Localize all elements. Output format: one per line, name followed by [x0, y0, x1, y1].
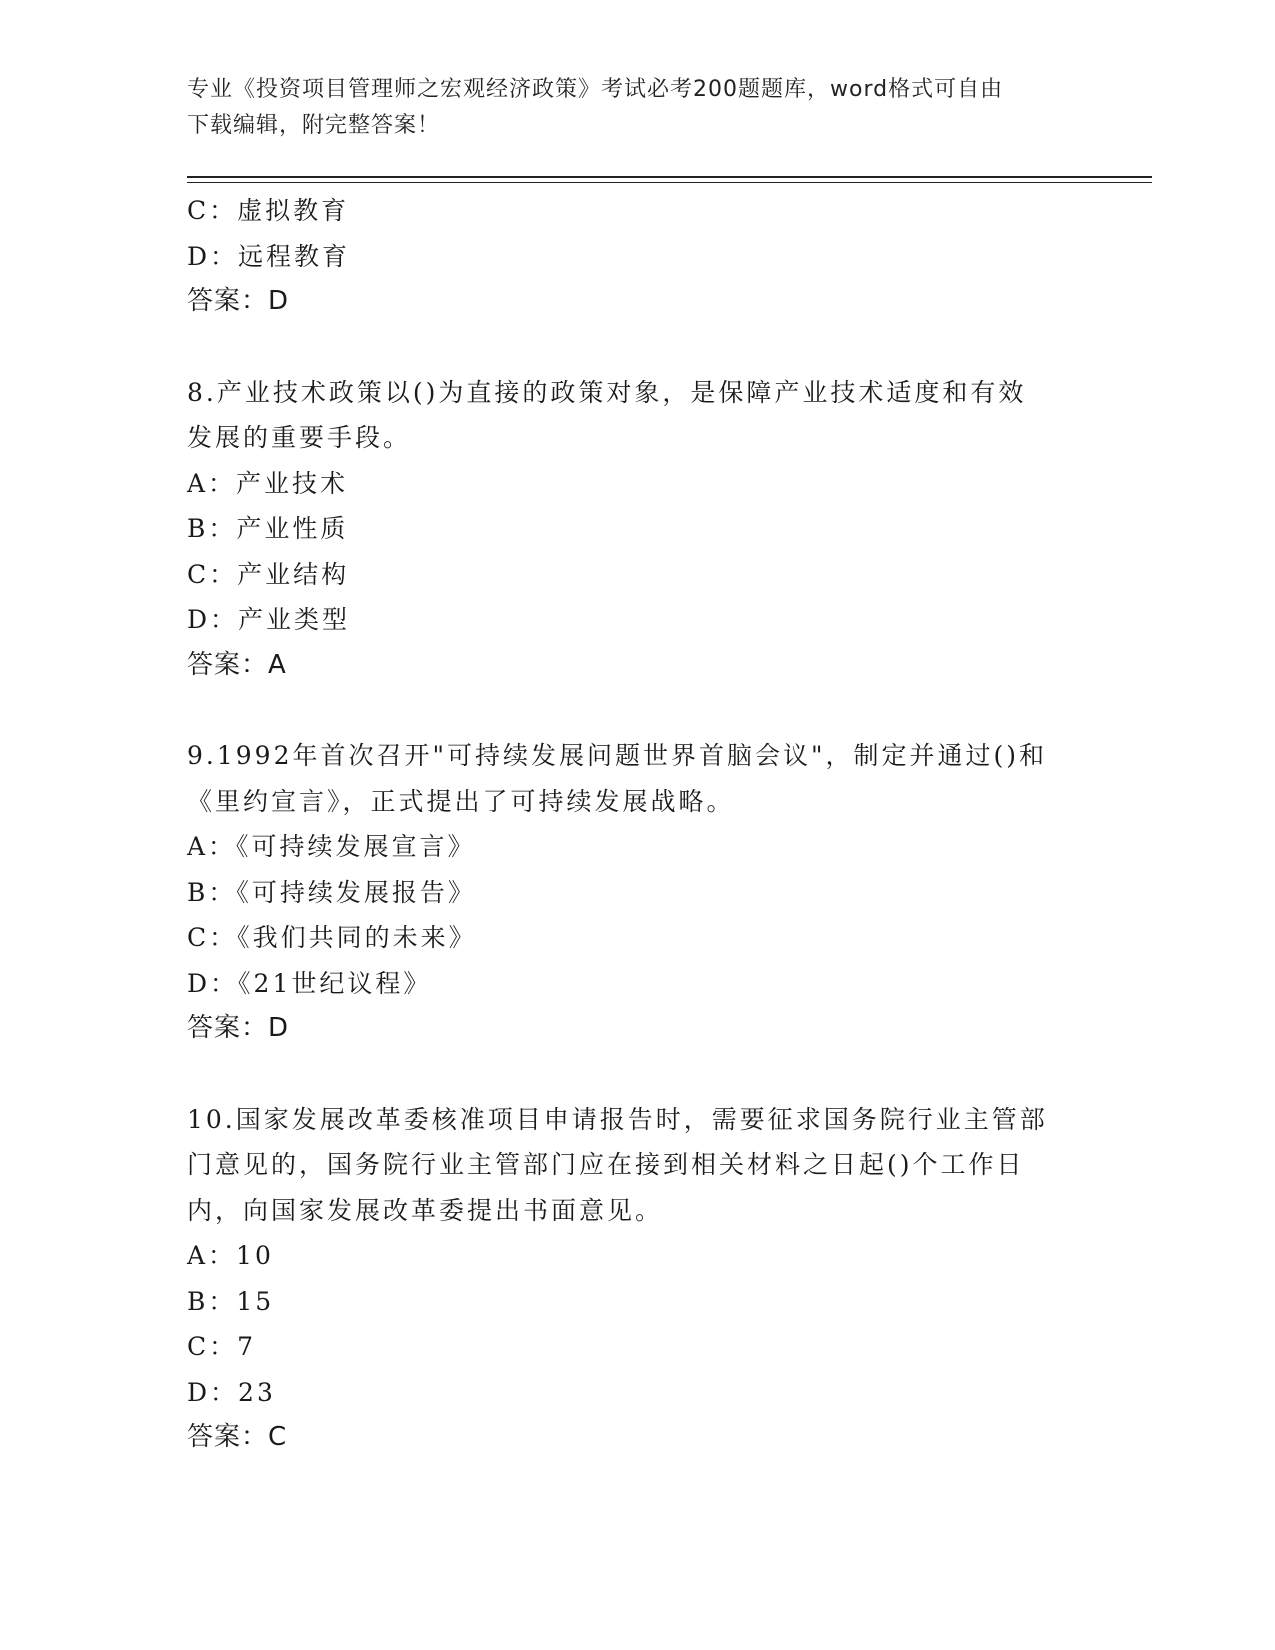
option-d: D：23: [187, 1377, 276, 1407]
header-divider-thin: [187, 182, 1152, 183]
document-header: [187, 72, 1087, 144]
option-c: C：产业结构: [187, 559, 350, 589]
option-c: C：7: [187, 1332, 257, 1361]
question-10: [187, 1097, 1087, 1461]
header-title-line-2: 下载编辑，附完整答案！: [187, 113, 441, 138]
answer-line: 答案：A: [187, 649, 287, 680]
answer-line: 答案：D: [187, 1013, 290, 1043]
question-stem-line-2: 门意见的，国务院行业主管部门应在接到相关材料之日起()个工作日: [187, 1150, 1025, 1179]
question-stem-line-2: 《里约宣言》，正式提出了可持续发展战略。: [187, 786, 735, 816]
question-stem-line-2: 发展的重要手段。: [187, 423, 412, 452]
question-9: [187, 733, 1087, 1052]
option-b: B：15: [187, 1286, 275, 1316]
header-title-line-1: 专业《投资项目管理师之宏观经济政策》考试必考200题题库，word格式可自由: [187, 77, 1004, 102]
header-divider-thick: [187, 176, 1152, 178]
option-a: A：《可持续发展宣言》: [187, 832, 476, 861]
question-7-continuation: [187, 188, 1087, 325]
option-d: D：产业类型: [187, 605, 351, 634]
spacer: [187, 1052, 1087, 1097]
option-b: B：产业性质: [187, 514, 349, 543]
question-stem-line-1: 8.产业技术政策以()为直接的政策对象，是保障产业技术适度和有效: [187, 377, 1027, 407]
option-a: A：产业技术: [187, 468, 349, 498]
option-d: D：远程教育: [187, 241, 351, 271]
option-c: C：《我们共同的未来》: [187, 923, 477, 952]
question-content: [187, 188, 1087, 1461]
answer-line: 答案：D: [187, 286, 290, 316]
spacer: [187, 688, 1087, 733]
option-b: B：《可持续发展报告》: [187, 877, 476, 907]
question-stem-line-3: 内，向国家发展改革委提出书面意见。: [187, 1195, 664, 1225]
option-c: C：虚拟教育: [187, 196, 350, 225]
option-a: A：10: [187, 1241, 274, 1270]
question-stem-line-1: 9.1992年首次召开"可持续发展问题世界首脑会议"，制定并通过()和: [187, 741, 1047, 770]
spacer: [187, 325, 1087, 370]
answer-line: 答案：C: [187, 1422, 288, 1452]
option-d: D：《21世纪议程》: [187, 968, 432, 998]
question-8: [187, 370, 1087, 689]
question-stem-line-1: 10.国家发展改革委核准项目申请报告时，需要征求国务院行业主管部: [187, 1104, 1048, 1134]
